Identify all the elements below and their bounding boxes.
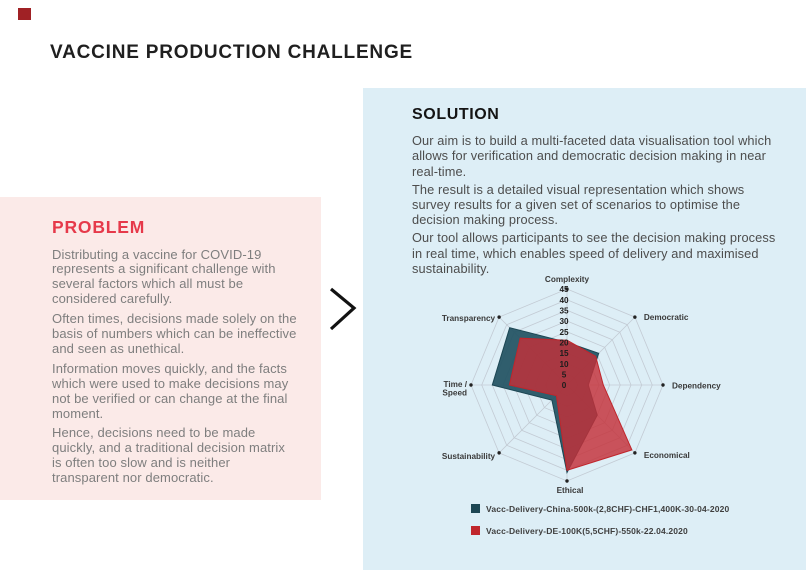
- accent-square: [18, 8, 31, 20]
- legend-label-de: Vacc-Delivery-DE-100K(5,5CHF)-550k-22.04.2020: [486, 525, 688, 536]
- axis-label: Complexity: [544, 275, 590, 284]
- axis-dot: [469, 383, 472, 386]
- chevron-right-icon: [326, 285, 360, 333]
- solution-paragraph: Our tool allows participants to see the decision making process in real time, which enables speed of delivery and maximised sustainability.: [412, 230, 776, 276]
- axis-label: Economical: [643, 450, 690, 460]
- legend-item-china: [471, 502, 729, 515]
- axis-dot: [565, 479, 568, 482]
- problem-panel: [0, 197, 321, 500]
- axis-dot: [633, 451, 636, 454]
- problem-paragraph: Often times, decisions made solely on the basis of numbers which can be ineffective and seen as unethical.: [52, 311, 297, 356]
- tick-label: 30: [559, 317, 569, 327]
- tick-label: 10: [559, 359, 569, 369]
- series-polygon-de: [509, 338, 632, 470]
- tick-label: 15: [559, 349, 569, 359]
- tick-label: 0: [561, 381, 567, 391]
- solution-paragraph: Our aim is to build a multi-faceted data visualisation tool which allows for verification and democratic decision making in near real-time.: [412, 133, 772, 179]
- tick-label: 20: [559, 338, 569, 348]
- page-title: VACCINE PRODUCTION CHALLENGE: [50, 42, 413, 63]
- axis-label: Democratic: [643, 313, 689, 323]
- solution-paragraph: The result is a detailed visual representation which shows survey results for a given set of scenarios to optimise the decision making process.: [412, 181, 745, 228]
- axis-dot: [497, 451, 500, 454]
- legend-swatch-china: [471, 504, 480, 513]
- problem-paragraph: Information moves quickly, and the facts which were used to make decisions may not be verified or can change at the final moment.: [52, 360, 289, 421]
- problem-heading: PROBLEM: [52, 217, 146, 237]
- radar-chart: [400, 268, 790, 500]
- legend-label-china: Vacc-Delivery-China-500k-(2,8CHF)-CHF1,400K-30-04-2020: [486, 503, 730, 514]
- solution-heading: SOLUTION: [412, 106, 500, 123]
- problem-paragraph: Distributing a vaccine for COVID-19 represents a significant challenge with several factors which all must be considered carefully.: [52, 246, 276, 307]
- tick-label: 40: [559, 295, 569, 305]
- axis-label: Sustainability: [441, 451, 496, 461]
- legend-swatch-de: [471, 526, 480, 535]
- axis-dot: [497, 315, 500, 318]
- axis-label: Transparency: [441, 314, 496, 324]
- axis-dot: [661, 383, 664, 386]
- problem-paragraph: Hence, decisions need to be made quickly, and a traditional decision matrix is often too slow and is neither transparent nor democratic.: [52, 425, 286, 486]
- legend-item-de: [471, 524, 729, 537]
- axis-label: Dependency: [672, 381, 721, 391]
- tick-label: 35: [559, 306, 569, 316]
- axis-label: Time / Speed: [442, 380, 467, 398]
- tick-label: 25: [559, 327, 569, 337]
- axis-label: Ethical: [556, 486, 584, 495]
- tick-label: 5: [561, 370, 567, 380]
- tick-label: 45: [559, 285, 569, 295]
- axis-dot: [633, 315, 636, 318]
- chart-legend: [471, 502, 729, 546]
